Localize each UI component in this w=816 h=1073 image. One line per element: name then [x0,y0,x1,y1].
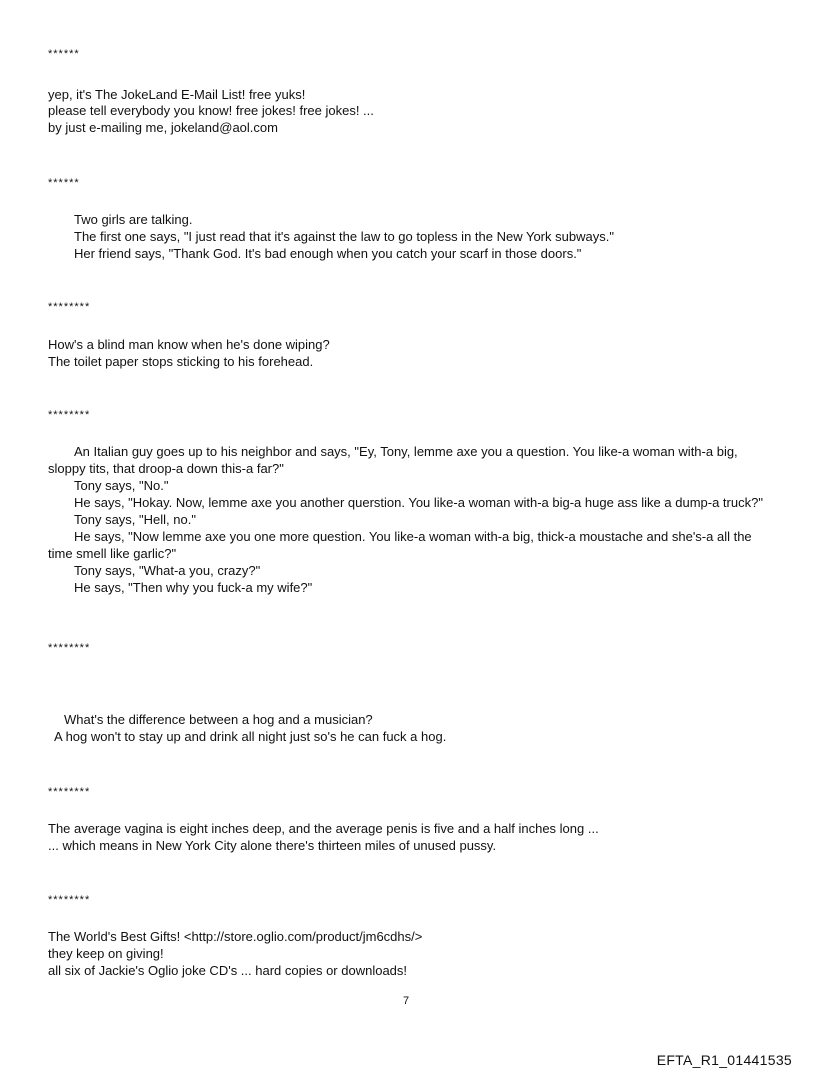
separator: ******** [48,301,91,313]
link-line: The World's Best Gifts! <http://store.oglio.com/product/jm6cdhs/> [48,929,423,944]
text-line: A hog won't to stay up and drink all night just so's he can fuck a hog. [54,729,447,744]
separator: ****** [48,48,80,60]
text-line: What's the difference between a hog and a musician? [64,712,373,727]
paragraph: Tony says, "Hell, no." [74,512,196,527]
separator: ******** [48,409,91,421]
joke-block [48,443,768,596]
text-line: How's a blind man know when he's done wiping? [48,337,330,352]
text-line: they keep on giving! [48,946,164,961]
text-line: please tell everybody you know! free jokes! free jokes! ... [48,103,374,118]
separator: ****** [48,177,80,189]
paragraph: Tony says, "What-a you, crazy?" [74,563,261,578]
text-line: Two girls are talking. [74,212,193,227]
paragraph: An Italian guy goes up to his neighbor and says, "Ey, Tony, lemme axe you a question. You like-a woman with-a big, sloppy tits, that droop-a down this-a far?" [48,444,738,476]
paragraph: He says, "Then why you fuck-a my wife?" [74,580,313,595]
text-line: The first one says, "I just read that it's against the law to go topless in the New York subways." [74,229,614,244]
text-line: all six of Jackie's Oglio joke CD's ... hard copies or downloads! [48,963,408,978]
text-line: ... which means in New York City alone there's thirteen miles of unused pussy. [48,838,497,853]
text-line: Her friend says, "Thank God. It's bad enough when you catch your scarf in those doors." [74,246,582,261]
separator: ******** [48,894,91,906]
page-number: 7 [403,995,410,1007]
text-line: The average vagina is eight inches deep, and the average penis is five and a half inches long ... [48,821,599,836]
text-line: yep, it's The JokeLand E-Mail List! free yuks! [48,87,306,102]
text-line: The toilet paper stops sticking to his forehead. [48,354,314,369]
separator: ******** [48,786,91,798]
paragraph: He says, "Hokay. Now, lemme axe you another querstion. You like-a woman with-a big-a huge ass like a dump-a truck?" [74,495,763,510]
separator: ******** [48,642,91,654]
email-line: by just e-mailing me, jokeland@aol.com [48,120,278,135]
document-id: EFTA_R1_01441535 [656,1052,792,1068]
paragraph: Tony says, "No." [74,478,169,493]
paragraph: He says, "Now lemme axe you one more question. You like-a woman with-a big, thick-a moustache and she's-a all the time smell like garlic?" [48,529,752,561]
